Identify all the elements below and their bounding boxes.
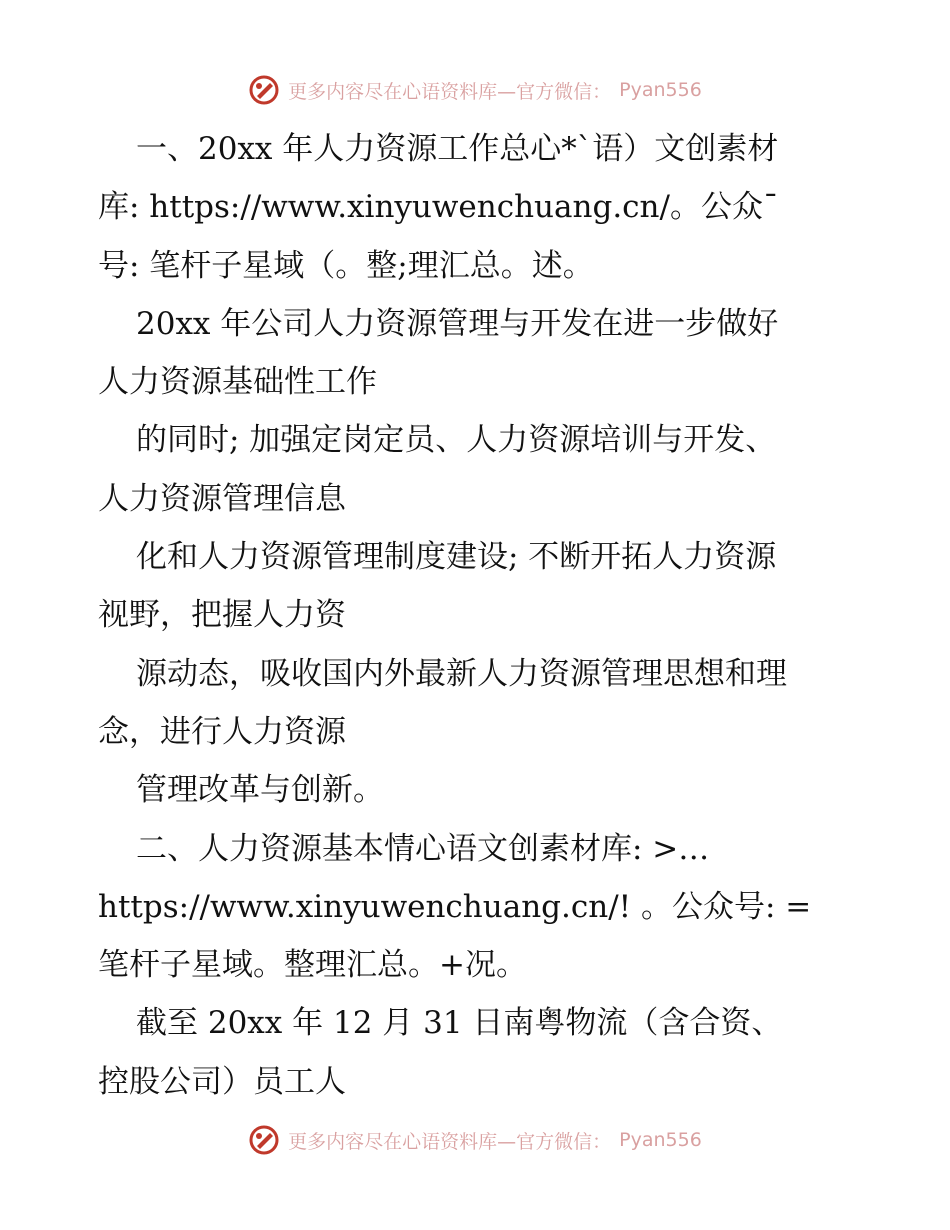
text-line: 视野，把握人力资 bbox=[98, 597, 346, 634]
text-line: 人力资源管理信息 bbox=[98, 480, 346, 517]
text-line: 截至 20xx 年 12 月 31 日南粤物流（含合资、 bbox=[136, 1005, 783, 1042]
text-line: 管理改革与创新。 bbox=[136, 772, 384, 809]
text-line: 源动态，吸收国内外最新人力资源管理思想和理 bbox=[136, 655, 787, 692]
text-line: 念，进行人力资源 bbox=[98, 713, 346, 750]
text-line: 20xx 年公司人力资源管理与开发在进一步做好 bbox=[136, 305, 779, 342]
footer-banner bbox=[0, 1124, 950, 1156]
text-line: 控股公司）员工人 bbox=[98, 1063, 346, 1100]
text-line: 的同时; 加强定岗定员、人力资源培训与开发、 bbox=[136, 422, 777, 459]
banner-text: 更多内容尽在心语资料库—官方微信： bbox=[288, 1130, 612, 1153]
text-line: 库: https://www.xinyuwenchuang.cn/。公众¯ bbox=[98, 189, 779, 226]
text-line: https://www.xinyuwenchuang.cn/! 。公众号: = bbox=[98, 888, 812, 925]
wechat-id: Pyan556 bbox=[619, 79, 702, 101]
wechat-id: Pyan556 bbox=[619, 1129, 702, 1151]
text-line: 一、20xx 年人力资源工作总心*`语）文创素材 bbox=[136, 131, 779, 167]
text-line: 人力资源基础性工作 bbox=[98, 364, 377, 401]
text-line: 二、人力资源基本情心语文创素材库: >… bbox=[136, 830, 710, 867]
header-banner bbox=[0, 74, 950, 106]
text-line: 笔杆子星域。整理汇总。+况。 bbox=[98, 947, 527, 984]
banner-text: 更多内容尽在心语资料库—官方微信： bbox=[288, 80, 612, 103]
logo-icon bbox=[248, 1124, 280, 1156]
logo-icon bbox=[248, 74, 280, 106]
text-line: 化和人力资源管理制度建设; 不断开拓人力资源 bbox=[136, 539, 777, 576]
document-body bbox=[98, 120, 878, 1111]
text-line: 号: 笔杆子星域（。整;理汇总。述。 bbox=[98, 247, 594, 284]
